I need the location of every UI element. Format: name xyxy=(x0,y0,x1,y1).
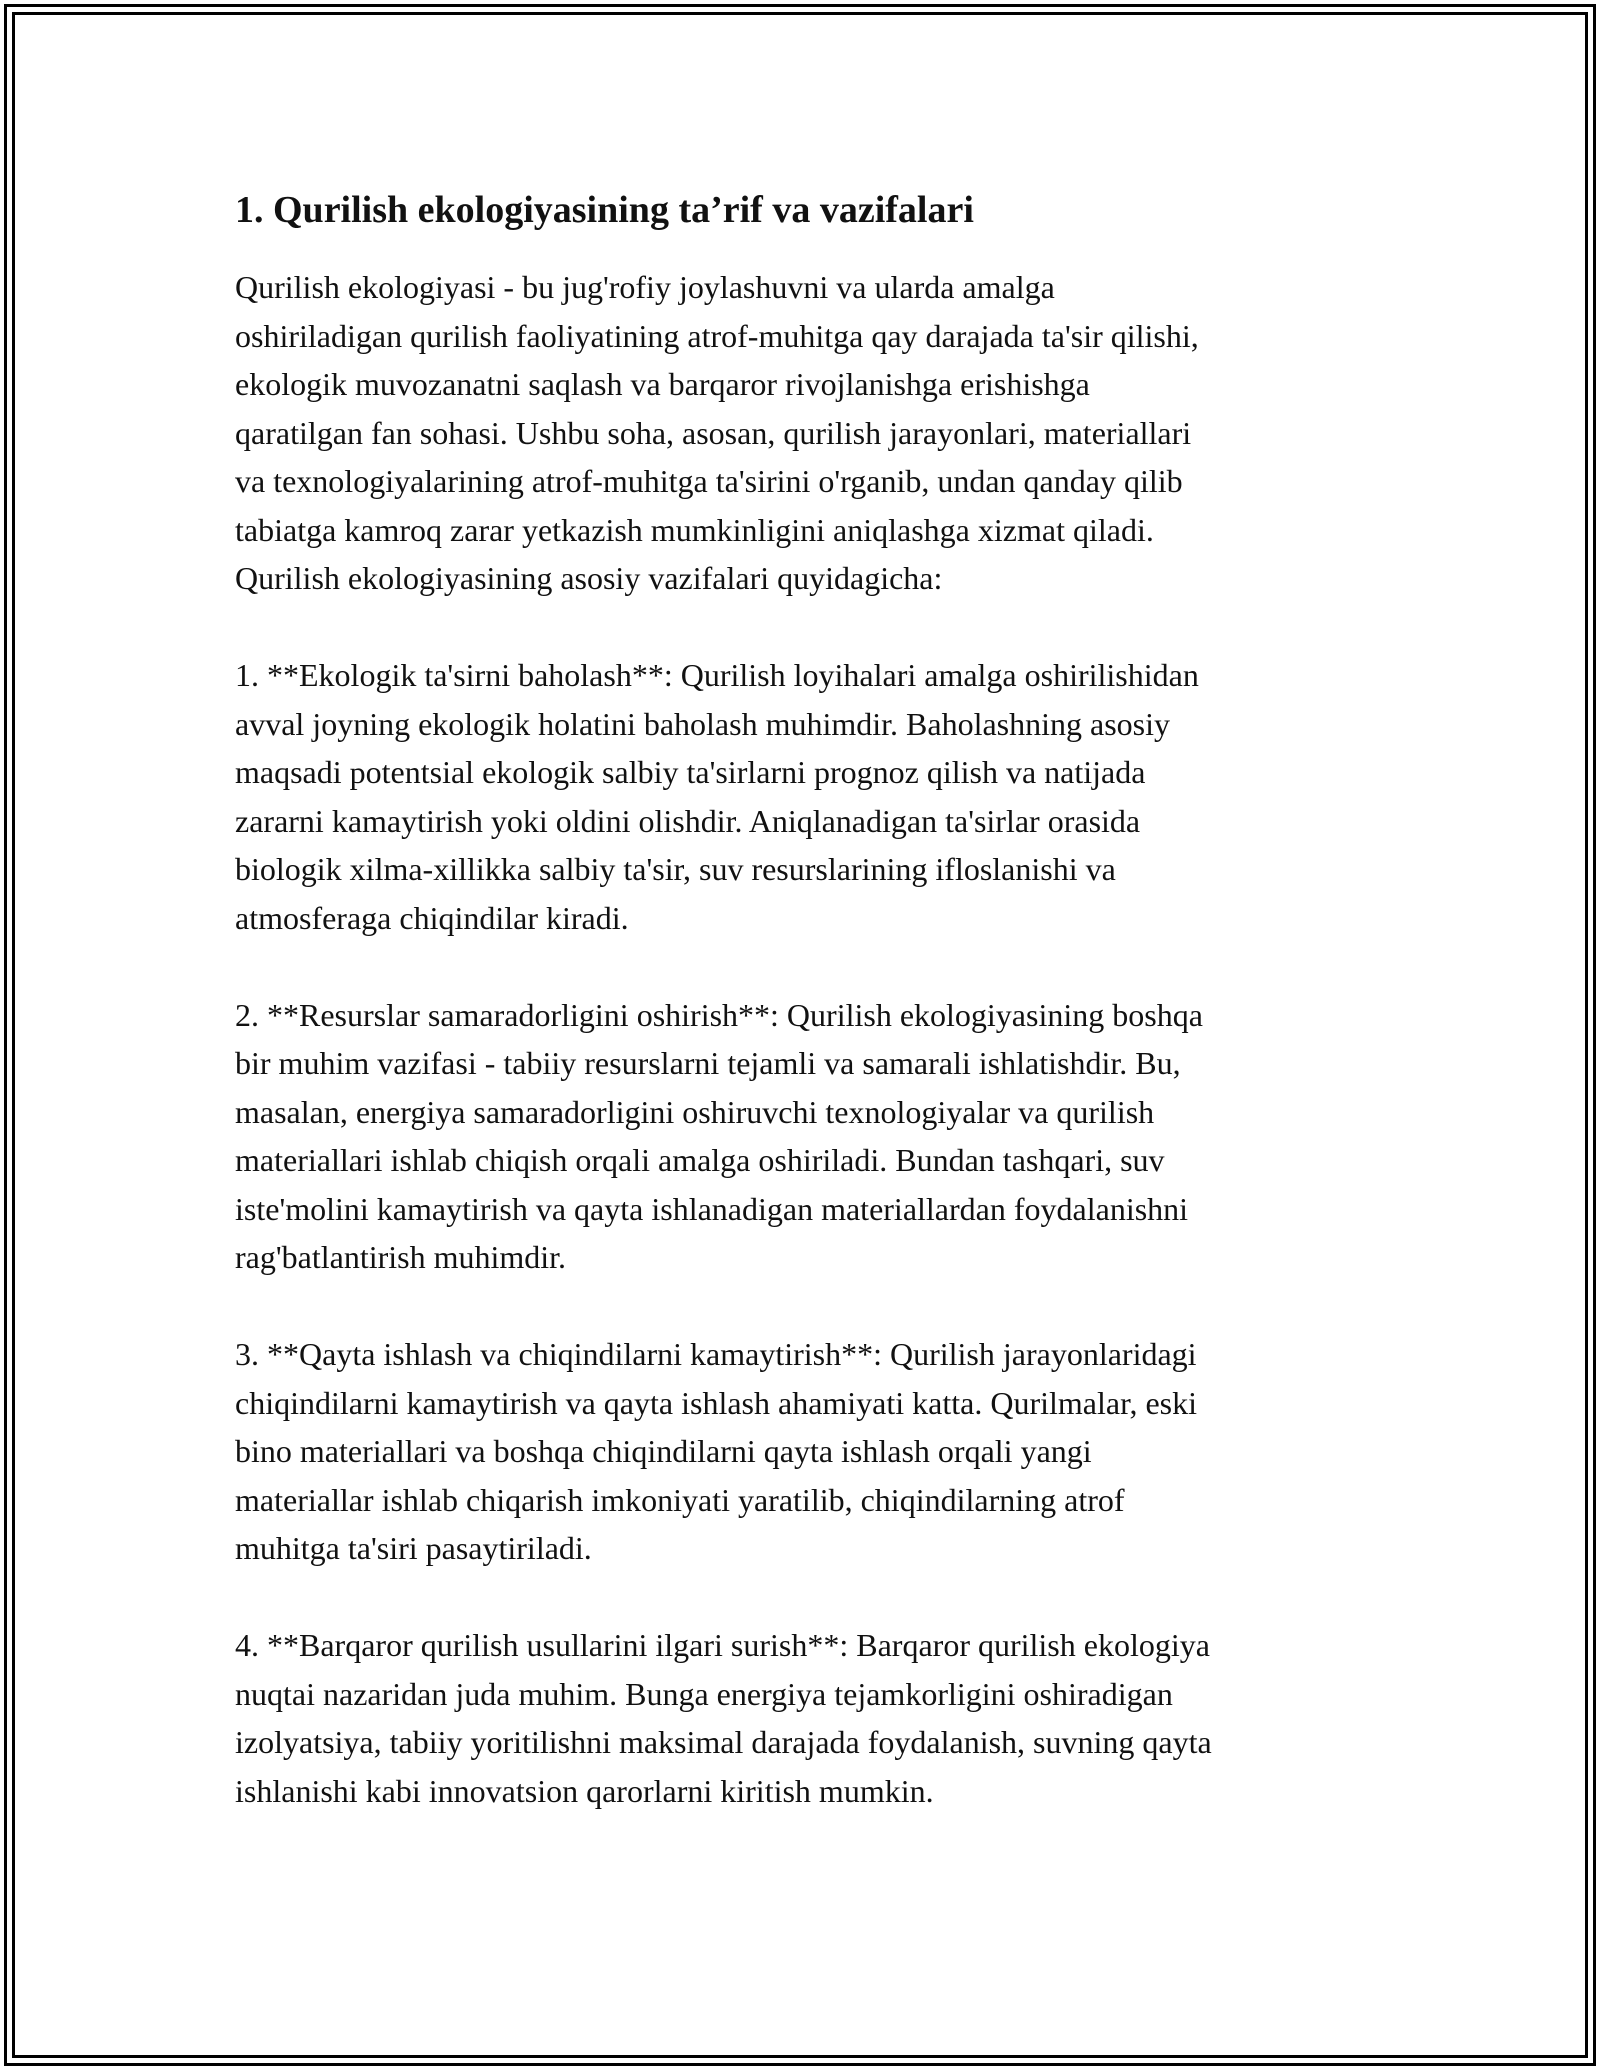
text-line: 4. **Barqaror qurilish usullarini ilgari surish**: Barqaror qurilish ekologiya xyxy=(235,1627,1210,1664)
text-line: bino materiallari va boshqa chiqindilarni qayta ishlash orqali yangi xyxy=(235,1433,1092,1470)
paragraph-item-4 xyxy=(235,1621,1375,1815)
text-line: atmosferaga chiqindilar kiradi. xyxy=(235,899,629,936)
text-line: 1. **Ekologik ta'sirni baholash**: Qurilish loyihalari amalga oshirilishidan xyxy=(235,657,1199,694)
paragraph-item-3 xyxy=(235,1330,1375,1573)
paragraph-gap xyxy=(235,1573,1375,1622)
text-line: avval joyning ekologik holatini baholash muhimdir. Baholashning asosiy xyxy=(235,705,1171,742)
paragraph-gap xyxy=(235,942,1375,991)
text-line: iste'molini kamaytirish va qayta ishlanadigan materiallardan foydalanishni xyxy=(235,1190,1189,1227)
paragraph-item-2 xyxy=(235,991,1375,1282)
paragraph-intro xyxy=(235,263,1375,603)
text-line: va texnologiyalarining atrof-muhitga ta'sirini o'rganib, undan qanday qilib xyxy=(235,463,1183,500)
text-line: oshiriladigan qurilish faoliyatining atrof-muhitga qay darajada ta'sir qilishi, xyxy=(235,317,1199,354)
paragraph-gap xyxy=(235,603,1375,652)
text-line: tabiatga kamroq zarar yetkazish mumkinligini aniqlashga xizmat qiladi. xyxy=(235,511,1154,548)
text-line: ishlanishi kabi innovatsion qarorlarni kiritish mumkin. xyxy=(235,1772,934,1809)
text-line: chiqindilarni kamaytirish va qayta ishlash ahamiyati katta. Qurilmalar, eski xyxy=(235,1384,1197,1421)
text-line: materiallar ishlab chiqarish imkoniyati yaratilib, chiqindilarning atrof xyxy=(235,1481,1125,1518)
text-line: Qurilish ekologiyasining asosiy vazifalari quyidagicha: xyxy=(235,560,943,597)
text-line: bir muhim vazifasi - tabiiy resurslarni tejamli va samarali ishlatishdir. Bu, xyxy=(235,1045,1181,1082)
text-line: materiallari ishlab chiqish orqali amalga oshiriladi. Bundan tashqari, suv xyxy=(235,1142,1165,1179)
paragraph-item-1 xyxy=(235,651,1375,942)
text-line: rag'batlantirish muhimdir. xyxy=(235,1239,567,1276)
text-line: qaratilgan fan sohasi. Ushbu soha, asosan, qurilish jarayonlari, materiallari xyxy=(235,414,1192,451)
text-line: biologik xilma-xillikka salbiy ta'sir, suv resurslarining ifloslanishi va xyxy=(235,851,1116,888)
paragraph-gap xyxy=(235,1282,1375,1331)
text-line: zararni kamaytirish yoki oldini olishdir. Aniqlanadigan ta'sirlar orasida xyxy=(235,802,1141,839)
text-line: izolyatsiya, tabiiy yoritilishni maksimal darajada foydalanish, suvning qayta xyxy=(235,1724,1212,1761)
text-line: nuqtai nazaridan juda muhim. Bunga energiya tejamkorligini oshiradigan xyxy=(235,1675,1173,1712)
document-body xyxy=(235,186,1375,1815)
text-line: 2. **Resurslar samaradorligini oshirish**: Qurilish ekologiyasining boshqa xyxy=(235,996,1203,1033)
text-line: ekologik muvozanatni saqlash va barqaror rivojlanishga erishishga xyxy=(235,366,1090,403)
text-line: Qurilish ekologiyasi - bu jug'rofiy joylashuvni va ularda amalga xyxy=(235,269,1055,306)
text-line: 3. **Qayta ishlash va chiqindilarni kamaytirish**: Qurilish jarayonlaridagi xyxy=(235,1336,1197,1373)
text-line: masalan, energiya samaradorligini oshiruvchi texnologiyalar va qurilish xyxy=(235,1093,1155,1130)
text-line: maqsadi potentsial ekologik salbiy ta'sirlarni prognoz qilish va natijada xyxy=(235,754,1146,791)
document-title: 1. Qurilish ekologiyasining ta’rif va vazifalari xyxy=(235,189,974,231)
text-line: muhitga ta'siri pasaytiriladi. xyxy=(235,1530,592,1567)
